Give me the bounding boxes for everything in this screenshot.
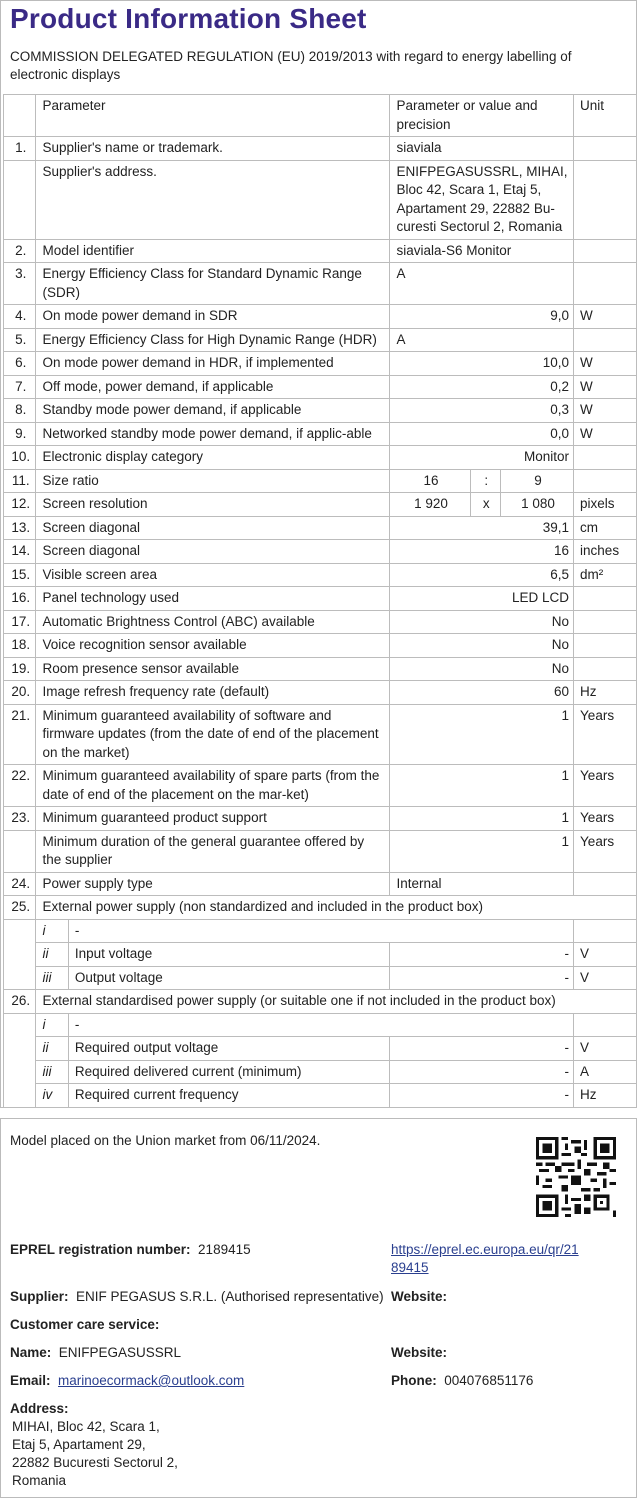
qr-code-icon[interactable] bbox=[536, 1137, 616, 1217]
supplier-name: ENIF PEGASUS S.R.L. (Authorised representative) bbox=[76, 1289, 384, 1304]
contact-name: ENIFPEGASUSSRL bbox=[58, 1345, 182, 1360]
eprel-label: EPREL registration number: bbox=[10, 1242, 191, 1257]
website-label: Website: bbox=[391, 1289, 448, 1304]
table-row bbox=[4, 919, 637, 943]
header-parameter: Parameter bbox=[36, 95, 390, 137]
row-value: 16 bbox=[390, 540, 574, 564]
row-parameter: Electronic display category bbox=[36, 446, 390, 470]
sub-parameter: Required current frequency bbox=[68, 1084, 390, 1108]
address-block bbox=[12, 1418, 178, 1490]
sub-index: ii bbox=[36, 1037, 68, 1061]
row-parameter: Standby mode power demand, if applicable bbox=[36, 399, 390, 423]
sub-parameter: - bbox=[68, 1013, 573, 1037]
email-link[interactable]: marinoecormack@outlook.com bbox=[58, 1373, 245, 1388]
row-unit bbox=[574, 1013, 637, 1037]
resolution-width: 1 920 bbox=[390, 493, 470, 517]
row-parameter: Room presence sensor available bbox=[36, 657, 390, 681]
table-row bbox=[4, 239, 637, 263]
email-label: Email: bbox=[10, 1373, 51, 1388]
row-number: 25. bbox=[4, 896, 36, 920]
row-value: 0,0 bbox=[390, 422, 574, 446]
table-row bbox=[4, 422, 637, 446]
row-value: - bbox=[390, 966, 574, 990]
customer-care-heading: Customer care service: bbox=[10, 1317, 160, 1332]
table-row bbox=[4, 587, 637, 611]
sub-index: iii bbox=[36, 1060, 68, 1084]
table-row bbox=[4, 446, 637, 470]
row-number: 23. bbox=[4, 807, 36, 831]
sub-parameter: Input voltage bbox=[68, 943, 390, 967]
row-number bbox=[4, 160, 36, 239]
supplier-line bbox=[10, 1288, 384, 1306]
row-number: 26. bbox=[4, 990, 36, 1014]
row-number: 12. bbox=[4, 493, 36, 517]
table-row bbox=[4, 634, 637, 658]
ratio-separator: : bbox=[470, 469, 500, 493]
table-row bbox=[4, 830, 637, 872]
row-value: No bbox=[390, 634, 574, 658]
header-number-cell bbox=[4, 95, 36, 137]
row-parameter: Minimum guaranteed product support bbox=[36, 807, 390, 831]
row-number: 20. bbox=[4, 681, 36, 705]
ratio-height: 9 bbox=[501, 469, 574, 493]
row-number: 17. bbox=[4, 610, 36, 634]
row-number: 5. bbox=[4, 328, 36, 352]
row-value: No bbox=[390, 657, 574, 681]
row-value: 1 bbox=[390, 765, 574, 807]
eprel-number: 2189415 bbox=[198, 1242, 251, 1257]
row-unit: W bbox=[574, 352, 637, 376]
name-label: Name: bbox=[10, 1345, 52, 1360]
row-parameter: Screen diagonal bbox=[36, 516, 390, 540]
row-unit: A bbox=[574, 1060, 637, 1084]
table-row bbox=[4, 399, 637, 423]
table-row bbox=[4, 469, 637, 493]
row-unit bbox=[574, 634, 637, 658]
table-row bbox=[4, 765, 637, 807]
table-row bbox=[4, 657, 637, 681]
table-row bbox=[4, 352, 637, 376]
row-value: Monitor bbox=[390, 446, 574, 470]
row-number: 21. bbox=[4, 704, 36, 765]
row-number: 15. bbox=[4, 563, 36, 587]
row-number: 18. bbox=[4, 634, 36, 658]
eprel-link[interactable] bbox=[391, 1241, 611, 1277]
row-unit: W bbox=[574, 305, 637, 329]
row-parameter: Automatic Brightness Control (ABC) available bbox=[36, 610, 390, 634]
row-value: 1 bbox=[390, 807, 574, 831]
row-parameter: Size ratio bbox=[36, 469, 390, 493]
section-title: External standardised power supply (or suitable one if not included in the product box) bbox=[36, 990, 637, 1014]
resolution-separator: x bbox=[470, 493, 500, 517]
row-parameter: Minimum duration of the general guarantee offered by the supplier bbox=[36, 830, 390, 872]
row-unit: V bbox=[574, 1037, 637, 1061]
eprel-registration bbox=[10, 1241, 251, 1259]
page-title: Product Information Sheet bbox=[10, 3, 367, 34]
row-number: 8. bbox=[4, 399, 36, 423]
row-unit bbox=[574, 587, 637, 611]
row-value: 9,0 bbox=[390, 305, 574, 329]
phone-line bbox=[391, 1372, 533, 1390]
row-unit bbox=[574, 137, 637, 161]
row-value: 0,3 bbox=[390, 399, 574, 423]
address-line: Etaj 5, Apartament 29, bbox=[12, 1437, 146, 1452]
row-value: siaviala bbox=[390, 137, 574, 161]
row-parameter: Minimum guaranteed availability of spare parts (from the date of end of the placement on the mar-ket) bbox=[36, 765, 390, 807]
row-parameter: Minimum guaranteed availability of software and firmware updates (from the date of end of the placement on the market) bbox=[36, 704, 390, 765]
row-parameter: Model identifier bbox=[36, 239, 390, 263]
phone-label: Phone: bbox=[391, 1373, 437, 1388]
row-value: Internal bbox=[390, 872, 574, 896]
row-parameter: Image refresh frequency rate (default) bbox=[36, 681, 390, 705]
row-number-empty bbox=[4, 1013, 36, 1107]
supplier-label: Supplier: bbox=[10, 1289, 69, 1304]
row-unit bbox=[574, 610, 637, 634]
table-row bbox=[4, 375, 637, 399]
table-row bbox=[4, 610, 637, 634]
row-number: 2. bbox=[4, 239, 36, 263]
row-value: 6,5 bbox=[390, 563, 574, 587]
row-parameter: On mode power demand in HDR, if implemented bbox=[36, 352, 390, 376]
table-row bbox=[4, 1037, 637, 1061]
email-line bbox=[10, 1372, 244, 1390]
row-value: 1 bbox=[390, 704, 574, 765]
table-row bbox=[4, 990, 637, 1014]
row-parameter: Networked standby mode power demand, if applic-able bbox=[36, 422, 390, 446]
sub-index: i bbox=[36, 1013, 68, 1037]
row-number: 3. bbox=[4, 263, 36, 305]
row-unit bbox=[574, 919, 637, 943]
row-unit: Years bbox=[574, 704, 637, 765]
row-parameter: Supplier's name or trademark. bbox=[36, 137, 390, 161]
table-row bbox=[4, 305, 637, 329]
row-unit: pixels bbox=[574, 493, 637, 517]
row-unit bbox=[574, 657, 637, 681]
table-row bbox=[4, 1013, 637, 1037]
row-parameter: Screen resolution bbox=[36, 493, 390, 517]
row-value: LED LCD bbox=[390, 587, 574, 611]
table-row bbox=[4, 516, 637, 540]
address-label: Address: bbox=[10, 1401, 69, 1416]
row-unit bbox=[574, 469, 637, 493]
row-unit: Hz bbox=[574, 1084, 637, 1108]
row-value: - bbox=[390, 943, 574, 967]
row-unit: W bbox=[574, 399, 637, 423]
resolution-height: 1 080 bbox=[501, 493, 574, 517]
row-value: siaviala-S6 Monitor bbox=[390, 239, 574, 263]
eprel-link-line1[interactable]: https://eprel.ec.europa.eu/qr/21 bbox=[391, 1242, 579, 1257]
contact-name-line bbox=[10, 1344, 181, 1362]
row-parameter: Supplier's address. bbox=[36, 160, 390, 239]
table-row bbox=[4, 896, 637, 920]
table-row bbox=[4, 328, 637, 352]
row-unit: inches bbox=[574, 540, 637, 564]
row-unit: W bbox=[574, 375, 637, 399]
row-unit: V bbox=[574, 943, 637, 967]
row-number: 4. bbox=[4, 305, 36, 329]
sub-index: i bbox=[36, 919, 68, 943]
table-row bbox=[4, 681, 637, 705]
row-unit: cm bbox=[574, 516, 637, 540]
row-number: 7. bbox=[4, 375, 36, 399]
sub-parameter: Required output voltage bbox=[68, 1037, 390, 1061]
row-unit bbox=[574, 328, 637, 352]
address-line: 22882 Bucuresti Sectorul 2, bbox=[12, 1455, 178, 1470]
sub-index: iii bbox=[36, 966, 68, 990]
row-parameter: Screen diagonal bbox=[36, 540, 390, 564]
table-row bbox=[4, 137, 637, 161]
row-number bbox=[4, 830, 36, 872]
sub-parameter: Required delivered current (minimum) bbox=[68, 1060, 390, 1084]
ratio-width: 16 bbox=[390, 469, 470, 493]
sub-parameter: Output voltage bbox=[68, 966, 390, 990]
sub-parameter: - bbox=[68, 919, 573, 943]
row-number: 6. bbox=[4, 352, 36, 376]
website-label-2: Website: bbox=[391, 1345, 448, 1360]
table-row bbox=[4, 872, 637, 896]
row-number: 13. bbox=[4, 516, 36, 540]
sub-index: ii bbox=[36, 943, 68, 967]
row-unit bbox=[574, 446, 637, 470]
row-parameter: On mode power demand in SDR bbox=[36, 305, 390, 329]
row-unit bbox=[574, 239, 637, 263]
row-value: A bbox=[390, 328, 574, 352]
row-unit bbox=[574, 160, 637, 239]
specification-table bbox=[3, 94, 637, 1108]
row-value: No bbox=[390, 610, 574, 634]
row-number: 24. bbox=[4, 872, 36, 896]
row-number: 16. bbox=[4, 587, 36, 611]
row-unit bbox=[574, 872, 637, 896]
row-value: 10,0 bbox=[390, 352, 574, 376]
row-parameter: Power supply type bbox=[36, 872, 390, 896]
row-value: - bbox=[390, 1060, 574, 1084]
table-header-row bbox=[4, 95, 637, 137]
row-parameter: Voice recognition sensor available bbox=[36, 634, 390, 658]
table-row bbox=[4, 493, 637, 517]
table-row bbox=[4, 704, 637, 765]
row-parameter: Energy Efficiency Class for Standard Dynamic Range (SDR) bbox=[36, 263, 390, 305]
row-parameter: Off mode, power demand, if applicable bbox=[36, 375, 390, 399]
table-row bbox=[4, 1084, 637, 1108]
row-value: - bbox=[390, 1084, 574, 1108]
eprel-link-line2[interactable]: 89415 bbox=[391, 1260, 429, 1275]
row-number: 22. bbox=[4, 765, 36, 807]
row-number: 1. bbox=[4, 137, 36, 161]
table-row bbox=[4, 540, 637, 564]
row-number: 9. bbox=[4, 422, 36, 446]
header-value: Parameter or value and precision bbox=[390, 95, 574, 137]
row-number: 10. bbox=[4, 446, 36, 470]
header-unit: Unit bbox=[574, 95, 637, 137]
row-parameter: Visible screen area bbox=[36, 563, 390, 587]
table-row bbox=[4, 807, 637, 831]
table-row bbox=[4, 563, 637, 587]
row-value: 1 bbox=[390, 830, 574, 872]
market-placement-date: Model placed on the Union market from 06/11/2024. bbox=[10, 1133, 321, 1148]
row-unit: Hz bbox=[574, 681, 637, 705]
table-row bbox=[4, 160, 637, 239]
row-unit bbox=[574, 263, 637, 305]
row-unit: Years bbox=[574, 830, 637, 872]
row-value: - bbox=[390, 1037, 574, 1061]
row-number-empty bbox=[4, 919, 36, 990]
address-line: MIHAI, Bloc 42, Scara 1, bbox=[12, 1419, 160, 1434]
table-row bbox=[4, 966, 637, 990]
table-row bbox=[4, 263, 637, 305]
row-unit: W bbox=[574, 422, 637, 446]
row-unit: V bbox=[574, 966, 637, 990]
row-number: 11. bbox=[4, 469, 36, 493]
regulation-subtitle: COMMISSION DELEGATED REGULATION (EU) 2019/2013 with regard to energy labelling of electronic displays bbox=[10, 49, 572, 82]
row-number: 19. bbox=[4, 657, 36, 681]
row-value: A bbox=[390, 263, 574, 305]
row-unit: dm² bbox=[574, 563, 637, 587]
row-value: 39,1 bbox=[390, 516, 574, 540]
row-unit: Years bbox=[574, 765, 637, 807]
row-parameter: Energy Efficiency Class for High Dynamic Range (HDR) bbox=[36, 328, 390, 352]
table-row bbox=[4, 943, 637, 967]
section-title: External power supply (non standardized and included in the product box) bbox=[36, 896, 637, 920]
row-unit: Years bbox=[574, 807, 637, 831]
row-value: 0,2 bbox=[390, 375, 574, 399]
sub-index: iv bbox=[36, 1084, 68, 1108]
row-number: 14. bbox=[4, 540, 36, 564]
supplier-info-box bbox=[0, 1118, 637, 1498]
address-line: Romania bbox=[12, 1473, 67, 1488]
row-parameter: Panel technology used bbox=[36, 587, 390, 611]
table-row bbox=[4, 1060, 637, 1084]
row-value: ENIFPEGASUSSRL, MIHAI, Bloc 42, Scara 1, Etaj 5, Apartament 29, 22882 Bu-curesti Sectorul 2, Romania bbox=[390, 160, 574, 239]
row-value: 60 bbox=[390, 681, 574, 705]
phone-number: 004076851176 bbox=[444, 1373, 534, 1388]
